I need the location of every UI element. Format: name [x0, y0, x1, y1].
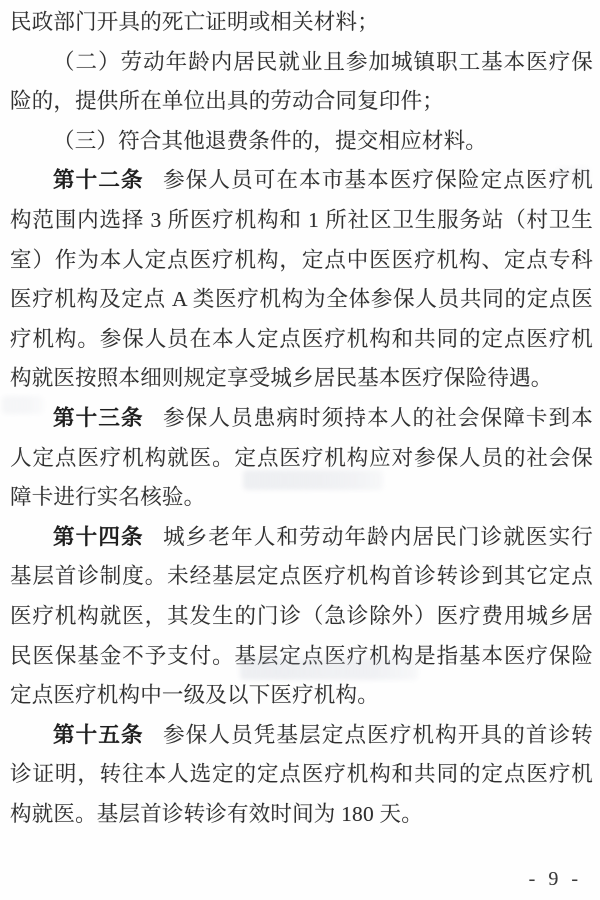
paragraph	[10, 518, 593, 716]
article-heading: 第十二条	[53, 168, 144, 193]
document-body	[10, 3, 593, 834]
paragraph	[10, 399, 593, 518]
paragraph	[10, 122, 593, 162]
article-heading: 第十三条	[53, 405, 144, 430]
paragraph	[10, 161, 593, 399]
paragraph	[10, 43, 593, 122]
paragraph	[10, 716, 593, 835]
paragraph-text: 参保人员凭基层定点医疗机构开具的首诊转诊证明，转往本人选定的定点医疗机构和共同的定点医疗机构就医。基层首诊转诊有效时间为 180 天。	[10, 722, 593, 826]
paragraph-text: 城乡老年人和劳动年龄内居民门诊就医实行基层首诊制度。未经基层定点医疗机构首诊转诊到其它定点医疗机构就医，其发生的门诊（急诊除外）医疗费用城乡居民医保基金不予支付。基层定点医疗机构是指基本医疗保险定点医疗机构中一级及以下医疗机构。	[10, 524, 593, 708]
page-number: - 9 -	[528, 868, 582, 890]
paragraph-text: 参保人员可在本市基本医疗保险定点医疗机构范围内选择 3 所医疗机构和 1 所社区卫生服务站（村卫生室）作为本人定点医疗机构，定点中医医疗机构、定点专科医疗机构及定点 A 类医疗机构为全体参保人员共同的定点医疗机构。参保人员在本人定点医疗机构和共同的定点医疗机构就医按照本细则规定享受城乡居民基本医疗保险待遇。	[10, 168, 593, 391]
paragraph-text: （三）符合其他退费条件的，提交相应材料。	[53, 128, 488, 153]
paragraph	[10, 3, 593, 43]
article-heading: 第十五条	[53, 722, 144, 747]
paragraph-text: 参保人员患病时须持本人的社会保障卡到本人定点医疗机构就医。定点医疗机构应对参保人员的社会保障卡进行实名核验。	[10, 405, 593, 510]
article-heading: 第十四条	[53, 524, 144, 549]
paragraph-text: （二）劳动年龄内居民就业且参加城镇职工基本医疗保险的，提供所在单位出具的劳动合同复印件；	[10, 49, 593, 114]
paragraph-text: 民政部门开具的死亡证明或相关材料；	[10, 10, 379, 34]
